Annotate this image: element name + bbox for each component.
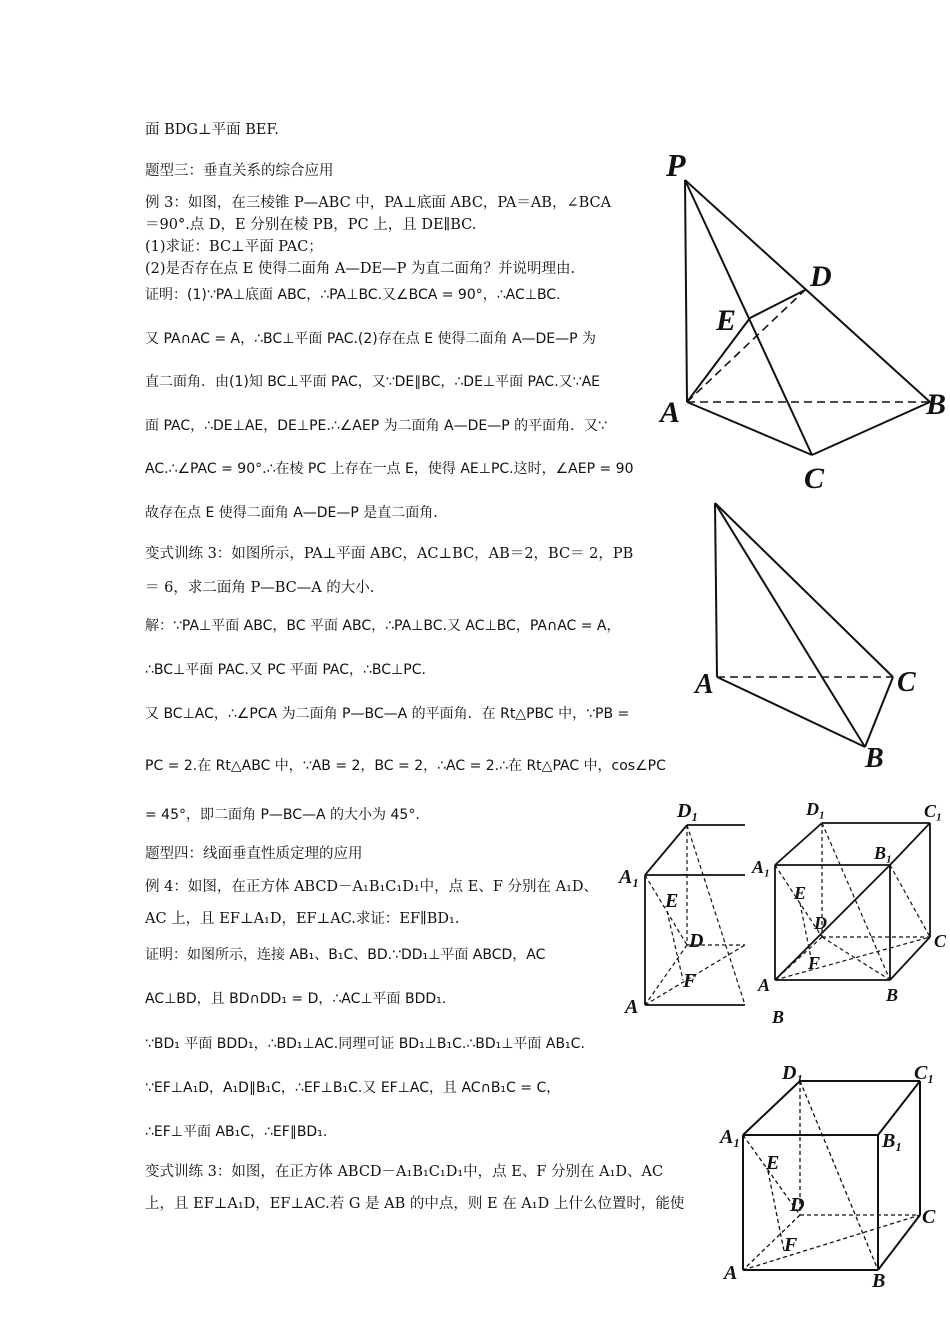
text-line: 变式训练 3：如图，在正方体 ABCD－A₁B₁C₁D₁中，点 E、F 分别在 A₁D、AC [145, 1164, 664, 1180]
label-F: F [683, 970, 697, 992]
label-D1: D₁ [806, 799, 826, 819]
label-A1: A₁ [619, 866, 640, 888]
label-B1: B₁ [874, 843, 893, 863]
label-D: D [810, 260, 832, 293]
text-line: ＝ 6，求二面角 P—BC—A 的大小. [145, 580, 375, 596]
label-A: A [660, 396, 681, 429]
section-heading: 题型四：线面垂直性质定理的应用 [145, 846, 363, 862]
cube-figure-cropped [615, 795, 750, 1025]
proof-line: AC⊥BD，且 BD∩DD₁ = D，∴AC⊥平面 BDD₁. [145, 991, 447, 1007]
proof-line: 证明：如图所示，连接 AB₁、B₁C、BD.∵DD₁⊥平面 ABCD，AC [145, 947, 546, 963]
label-D1: D₁ [782, 1062, 804, 1084]
label-B: B [886, 985, 899, 1005]
label-B: B [872, 1270, 886, 1290]
text-line: 例 3：如图，在三棱锥 P—ABC 中，PA⊥底面 ABC，PA＝AB，∠BCA [145, 195, 612, 211]
cube-figure-diagonals [750, 795, 950, 1035]
label-B: B [865, 743, 884, 774]
text-line: 例 4：如图，在正方体 ABCD－A₁B₁C₁D₁中，点 E、F 分别在 A₁D、 [145, 879, 599, 895]
label-C: C [934, 931, 947, 951]
label-C1: C₁ [924, 801, 943, 821]
solution-line: PC = 2.在 Rt△ABC 中，∵AB = 2，BC = 2，∴AC = 2.∴在 Rt△PAC 中，cos∠PC [145, 758, 666, 774]
label-P: P [666, 147, 686, 183]
proof-line: 直二面角．由(1)知 BC⊥平面 PAC，又∵DE∥BC，∴DE⊥平面 PAC.又∵AE [145, 374, 600, 390]
label-D: D [814, 913, 827, 933]
proof-line: ∵EF⊥A₁D，A₁D∥B₁C，∴EF⊥B₁C.又 EF⊥AC，且 AC∩B₁C = C， [145, 1080, 561, 1096]
label-D1: D₁ [677, 800, 699, 822]
section-heading: 题型三：垂直关系的综合应用 [145, 163, 334, 179]
solution-line: 解：∵PA⊥平面 ABC，BC 平面 ABC，∴PA⊥BC.又 AC⊥BC，PA∩AC = A， [145, 618, 621, 634]
label-C1: C₁ [914, 1062, 935, 1084]
pyramid-figure [640, 140, 950, 500]
proof-line: 证明：(1)∵PA⊥底面 ABC，∴PA⊥BC.又∠BCA = 90°，∴AC⊥BC. [145, 287, 561, 303]
cube-figure [718, 1055, 948, 1290]
text-line: (2)是否存在点 E 使得二面角 A—DE—P 为直二面角？并说明理由. [145, 261, 576, 277]
text-line: (1)求证：BC⊥平面 PAC； [145, 239, 323, 255]
label-F: F [808, 953, 821, 973]
text-line: 面 BDG⊥平面 BEF. [145, 122, 279, 138]
label-E: E [766, 1152, 780, 1174]
label-A: A [758, 975, 771, 995]
label-B1: B₁ [882, 1130, 903, 1152]
label-A1: A₁ [752, 857, 771, 877]
proof-line: ∴EF⊥平面 AB₁C，∴EF∥BD₁. [145, 1124, 328, 1140]
tetrahedron-figure [685, 495, 940, 780]
label-C: C [897, 667, 916, 698]
label-A1: A₁ [720, 1126, 741, 1148]
label-C: C [922, 1206, 936, 1228]
label-E: E [716, 304, 737, 337]
label-E: E [794, 883, 807, 903]
solution-line: = 45°，即二面角 P—BC—A 的大小为 45°. [145, 807, 420, 823]
text-line: 变式训练 3：如图所示，PA⊥平面 ABC，AC⊥BC，AB＝2，BC＝ 2，PB [145, 546, 634, 562]
label-A: A [695, 669, 714, 700]
text-line: 上，且 EF⊥A₁D，EF⊥AC.若 G 是 AB 的中点，则 E 在 A₁D 上什么位置时，能使 [145, 1196, 685, 1212]
proof-line: 故存在点 E 使得二面角 A—DE—P 是直二面角． [145, 505, 448, 521]
proof-line: AC.∴∠PAC = 90°.∴在棱 PC 上存在一点 E，使得 AE⊥PC.这时，∠AEP = 90 [145, 461, 634, 477]
label-F: F [784, 1234, 798, 1256]
proof-line: 面 PAC，∴DE⊥AE，DE⊥PE.∴∠AEP 为二面角 A—DE—P 的平面角．又∵ [145, 418, 608, 434]
label-A: A [625, 996, 639, 1018]
label-C: C [804, 462, 825, 495]
solution-line: 又 BC⊥AC，∴∠PCA 为二面角 P—BC—A 的平面角．在 Rt△PBC 中，∵PB = [145, 706, 630, 722]
solution-line: ∴BC⊥平面 PAC.又 PC 平面 PAC，∴BC⊥PC. [145, 662, 426, 678]
text-line: ＝90°.点 D，E 分别在棱 PB，PC 上，且 DE∥BC. [145, 217, 477, 233]
proof-line: 又 PA∩AC = A，∴BC⊥平面 PAC.(2)存在点 E 使得二面角 A—DE—P 为 [145, 331, 597, 347]
label-B-bottom: B [772, 1007, 785, 1027]
text-line: AC 上，且 EF⊥A₁D，EF⊥AC.求证：EF∥BD₁. [145, 911, 460, 927]
proof-line: ∵BD₁ 平面 BDD₁，∴BD₁⊥AC.同理可证 BD₁⊥B₁C.∴BD₁⊥平面 AB₁C. [145, 1036, 585, 1052]
label-A: A [724, 1262, 738, 1284]
label-B: B [926, 388, 947, 421]
label-D: D [689, 930, 704, 952]
label-D: D [790, 1194, 805, 1216]
label-E: E [665, 890, 679, 912]
